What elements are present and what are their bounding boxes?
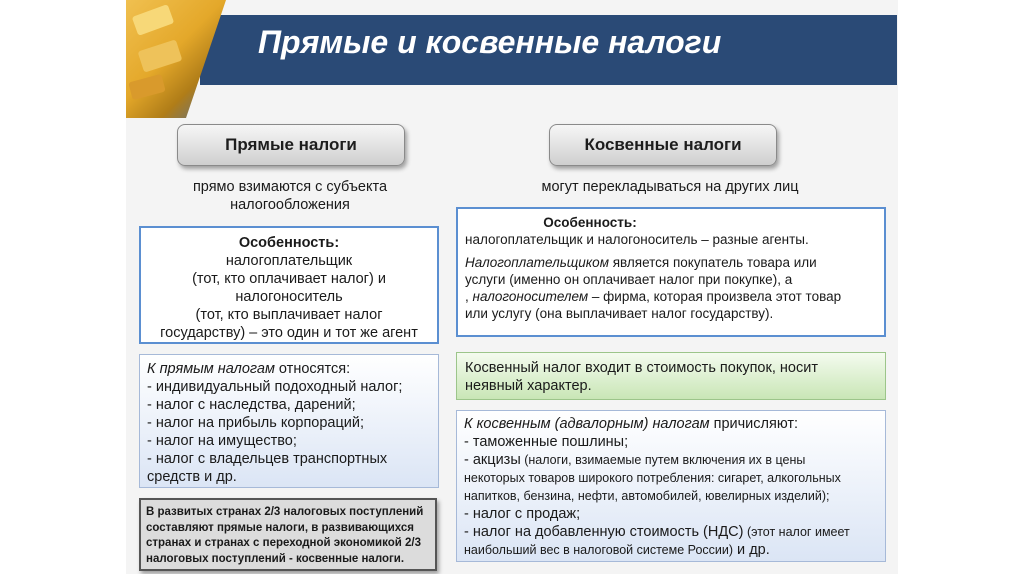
statistics-note: В развитых странах 2/3 налоговых поступлений составляют прямые налоги, в развивающихся странах и странах с переходной экономикой 2/3 налоговых поступлений - косвенные налоги.	[139, 498, 437, 571]
list-item: - налог на прибыль корпораций;	[147, 415, 365, 431]
direct-feature-title: Особенность:	[238, 235, 340, 251]
list-item: - таможенные пошлины;	[464, 434, 629, 450]
list-item: средств и др.	[147, 469, 237, 485]
list-item: - налог с владельцев транспортных	[147, 451, 388, 467]
indirect-taxes-list: К косвенным (адвалорным) налогам причисляют: - таможенные пошлины; - акцизы (налоги, взимаемые путем включения их в цены некоторых товаров широкого потребления: сигарет, алкогольных напитков, бензина, нефти, автомобилей, ювелирных изделий); - налог с продаж; - налог на добавленную стоимость (НДС) (этот налог имеет наибольший вес в налоговой системе России) и др.	[456, 410, 886, 562]
list-item: - налог с продаж;	[464, 506, 581, 522]
direct-feature-box: Особенность: налогоплательщик (тот, кто оплачивает налог) и налогоноситель (тот, кто выплачивает налог государству) – это один и тот же агент	[139, 226, 439, 344]
indirect-taxes-header: Косвенные налоги	[549, 124, 777, 166]
list-item: - индивидуальный подоходный налог;	[147, 379, 403, 395]
indirect-definition: могут перекладываться на других лиц	[541, 179, 799, 195]
indirect-feature-title: Особенность:	[543, 215, 637, 230]
indirect-feature-box: Особенность: налогоплательщик и налогоноситель – разные агенты. Налогоплательщиком является покупатель товара или услуги (именно он оплачивает налог при покупке), а , налогоносителем – фирма, которая произвела этот товар или услугу (она выплачивает налог государству).	[456, 207, 886, 337]
page-title: Прямые и косвенные налоги	[258, 24, 722, 60]
list-item: - акцизы (налоги, взимаемые путем включения их в цены	[464, 452, 806, 468]
direct-definition: прямо взимаются с субъекта налогообложения	[192, 179, 388, 213]
list-item: - налог на имущество;	[147, 433, 297, 449]
indirect-nature-note: Косвенный налог входит в стоимость покупок, носит неявный характер.	[456, 352, 886, 400]
direct-taxes-header: Прямые налоги	[177, 124, 405, 166]
direct-taxes-list: К прямым налогам относятся: - индивидуальный подоходный налог; - налог с наследства, дарений; - налог на прибыль корпораций; - налог на имущество; - налог с владельцев транспортных средств и др.	[139, 354, 439, 488]
list-item: - налог на добавленную стоимость (НДС) (этот налог имеет	[464, 524, 850, 540]
list-item: - налог с наследства, дарений;	[147, 397, 356, 413]
